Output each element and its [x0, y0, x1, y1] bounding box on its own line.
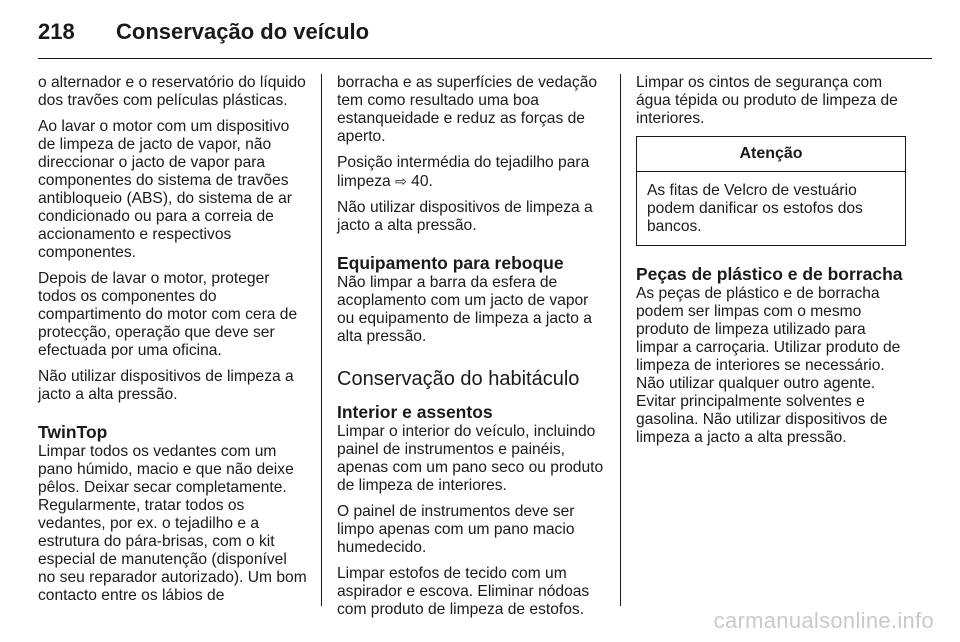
section-heading-plastic-rubber: Peças de plástico e de borracha [636, 264, 903, 284]
chapter-heading-interior-care: Conservação do habitáculo [337, 368, 580, 390]
watermark: carmanualsonline.info [713, 608, 934, 633]
text-column-3 [636, 74, 906, 455]
column-divider [321, 74, 322, 606]
page-title: Conservação do veículo [116, 19, 370, 44]
section-heading-towing: Equipamento para reboque [337, 253, 564, 273]
paragraph: Não limpar a barra da esfera de acoplamento com um jacto de vapor ou equipamento de limpeza a jacto a alta pressão. [337, 274, 592, 345]
paragraph: O painel de instrumentos deve ser limpo apenas com um pano macio humedecido. [337, 503, 575, 556]
section-heading-twintop: TwinTop [38, 422, 108, 442]
header-rule [38, 58, 932, 59]
caution-box [636, 136, 906, 246]
paragraph: Limpar todos os vedantes com um pano húmido, macio e que não deixe pêlos. Deixar secar completamente. Regularmente, tratar todos os vedantes, por ex. o tejadilho e a estrutura do pára-brisas, com o kit especial de manutenção (disponível no seu reparador autorizado). Um bom contacto entre os lábios de [38, 443, 307, 604]
page-reference-arrow-icon: ⇨ [395, 173, 407, 189]
paragraph: Depois de lavar o motor, proteger todos os componentes do compartimento do motor com cera de protecção, operação que deve ser efectuada por uma oficina. [38, 270, 298, 359]
paragraph: Limpar o interior do veículo, incluindo painel de instrumentos e painéis, apenas com um pano seco ou produto de limpeza de interiores. [337, 423, 604, 494]
page-reference[interactable]: 40. [411, 173, 433, 190]
text-column-2 [337, 74, 605, 627]
paragraph: borracha e as superfícies de vedação tem como resultado uma boa estanqueidade e reduz as forças de aperto. [337, 74, 598, 145]
page-number: 218 [38, 19, 75, 44]
paragraph: Ao lavar o motor com um dispositivo de limpeza de jacto de vapor, não direccionar o jacto de vapor para componentes do sistema de travões antibloqueio (ABS), do sistema de ar condicionado ou para a correia de accionamento e respectivos componentes. [38, 118, 292, 261]
paragraph: o alternador e o reservatório do líquido dos travões com películas plásticas. [38, 74, 306, 109]
paragraph: Limpar os cintos de segurança com água tépida ou produto de limpeza de interiores. [636, 74, 898, 127]
caution-title: Atenção [637, 137, 905, 172]
caution-text: As fitas de Velcro de vestuário podem danificar os estofos dos bancos. [647, 182, 863, 235]
section-heading-interior-seats: Interior e assentos [337, 402, 493, 422]
column-divider [620, 74, 621, 606]
text-column-1 [38, 74, 308, 613]
paragraph: Limpar estofos de tecido com um aspirador e escova. Eliminar nódoas com produto de limpeza de estofos. [337, 565, 590, 618]
paragraph-with-reference [337, 154, 605, 191]
paragraph: Não utilizar dispositivos de limpeza a jacto a alta pressão. [38, 368, 294, 403]
page-header [38, 12, 369, 52]
paragraph-text: Posição intermédia do tejadilho para limpeza [337, 154, 590, 190]
paragraph: As peças de plástico e de borracha podem ser limpas com o mesmo produto de limpeza utilizado para limpar a carroçaria. Utilizar produto de limpeza de interiores se necessário. Não utilizar qualquer outro agente. Evitar principalmente solventes e gasolina. Não utilizar dispositivos de limpeza a jacto a alta pressão. [636, 285, 901, 446]
paragraph: Não utilizar dispositivos de limpeza a jacto a alta pressão. [337, 199, 593, 234]
